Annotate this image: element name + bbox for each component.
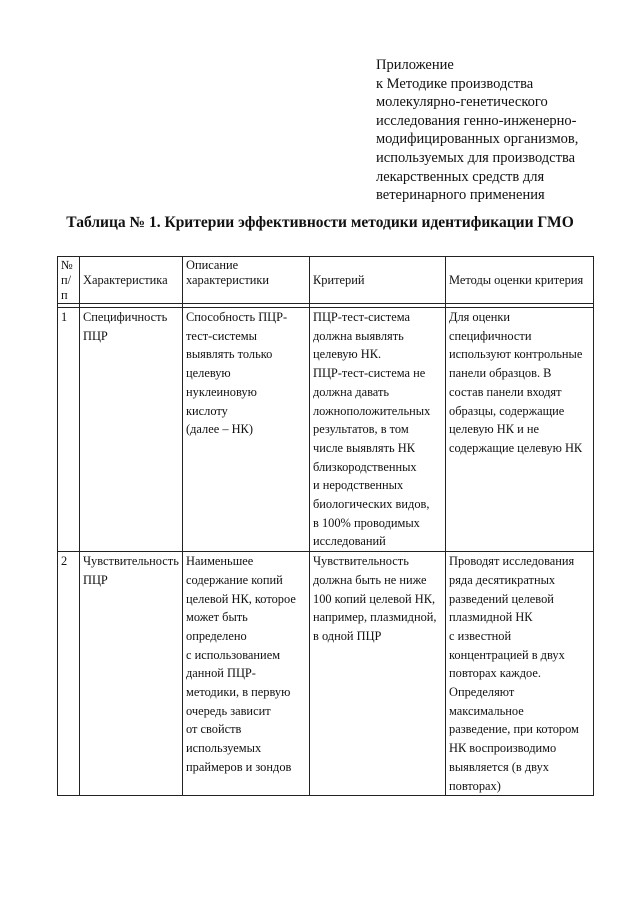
cell-line: Проводят исследования (449, 554, 575, 569)
cell-line: целевую (186, 366, 231, 381)
appendix-caption (376, 56, 616, 205)
cell-line: повторах) (449, 778, 501, 793)
appendix-line: модифицированных организмов, (376, 131, 579, 148)
cell-criterion (310, 308, 446, 552)
cell-line: состав панели входят (449, 384, 562, 399)
table-title: Таблица № 1. Критерии эффективности методики идентификации ГМО (66, 214, 574, 231)
header-number-line: № (61, 258, 73, 272)
cell-line: ПЦР-тест-система (313, 310, 410, 324)
cell-line: 100 копий целевой НК, (313, 591, 436, 606)
cell-line: концентрацией в двух (449, 647, 565, 662)
cell-characteristic (80, 308, 183, 552)
appendix-line: молекулярно-генетического (376, 94, 548, 111)
header-number (58, 257, 80, 304)
header-description-line: характеристики (186, 273, 270, 287)
cell-line: и неродственных (313, 478, 404, 493)
cell-line: целевой НК, которое (186, 591, 296, 606)
cell-line: ряда десятикратных (449, 572, 556, 587)
cell-line: в одной ПЦР (313, 628, 382, 643)
cell-characteristic (80, 552, 183, 796)
appendix-line: Приложение (376, 57, 454, 73)
cell-line: выявляется (в двух (449, 759, 550, 774)
header-description (183, 257, 310, 304)
cell-line: Способность ПЦР- (186, 310, 288, 324)
cell-line: содержание копий (186, 572, 283, 587)
header-characteristic: Характеристика (80, 257, 183, 304)
cell-methods (446, 308, 594, 552)
cell-line: содержащие целевую НК (449, 440, 583, 455)
cell-line: тест-системы (186, 328, 257, 343)
cell-number: 2 (58, 552, 80, 796)
table-header-row (58, 257, 594, 304)
appendix-line: исследования генно-инженерно- (376, 112, 577, 129)
cell-line: используют контрольные (449, 347, 583, 362)
cell-line: плазмидной НК (449, 610, 533, 625)
cell-line: используемых (186, 741, 262, 756)
cell-line: данной ПЦР- (186, 666, 256, 681)
cell-line: образцы, содержащие (449, 403, 565, 418)
appendix-line: к Методике производства (376, 75, 534, 92)
cell-line: повторах каждое. (449, 666, 541, 681)
cell-line: может быть (186, 610, 248, 625)
cell-line: разведение, при котором (449, 722, 579, 737)
cell-line: с использованием (186, 647, 281, 662)
cell-line: ПЦР (83, 328, 108, 343)
cell-line: должна давать (313, 384, 390, 399)
cell-line: целевую НК. (313, 347, 382, 362)
cell-line: выявлять только (186, 347, 273, 362)
cell-line: должна быть не ниже (313, 572, 427, 587)
header-methods: Методы оценки критерия (446, 257, 594, 304)
cell-line: результатов, в том (313, 422, 409, 437)
header-number-line: п/п (61, 273, 72, 302)
cell-description (183, 308, 310, 552)
cell-line: праймеров и зондов (186, 759, 292, 774)
cell-line: методики, в первую (186, 685, 291, 700)
table-row (58, 552, 594, 796)
cell-line: целевую НК и не (449, 422, 539, 437)
cell-line: исследований (313, 534, 386, 549)
cell-line: должна выявлять (313, 328, 404, 343)
table-row (58, 308, 594, 552)
cell-line: от свойств (186, 722, 242, 737)
header-criterion: Критерий (310, 257, 446, 304)
cell-line: разведений целевой (449, 591, 554, 606)
cell-methods (446, 552, 594, 796)
cell-number: 1 (58, 308, 80, 552)
cell-line: (далее – НК) (186, 422, 253, 437)
cell-line: ПЦР (83, 572, 108, 587)
header-description-line: Описание (186, 258, 239, 272)
cell-line: например, плазмидной, (313, 610, 437, 625)
cell-line: числе выявлять НК (313, 440, 415, 455)
cell-description (183, 552, 310, 796)
cell-line: в 100% проводимых (313, 515, 420, 530)
cell-line: Специфичность (83, 310, 168, 324)
cell-line: ложноположительных (313, 403, 431, 418)
cell-line: кислоту (186, 403, 228, 418)
cell-line: панели образцов. В (449, 366, 552, 381)
cell-line: биологических видов, (313, 497, 430, 512)
cell-line: Определяют (449, 685, 515, 700)
cell-line: Наименьшее (186, 554, 254, 569)
cell-line: НК воспроизводимо (449, 741, 557, 756)
cell-criterion (310, 552, 446, 796)
appendix-line: используемых для производства (376, 149, 576, 166)
cell-line: ПЦР-тест-система не (313, 366, 426, 381)
cell-line: Для оценки (449, 310, 511, 324)
cell-line: Чувствительность (313, 554, 409, 569)
cell-line: с известной (449, 628, 512, 643)
cell-line: максимальное (449, 703, 524, 718)
cell-line: очередь зависит (186, 703, 271, 718)
cell-line: определено (186, 628, 247, 643)
cell-line: нуклеиновую (186, 384, 257, 399)
appendix-line: ветеринарного применения (376, 187, 545, 204)
cell-line: Чувствительность (83, 554, 179, 569)
appendix-line: лекарственных средств для (376, 168, 545, 185)
cell-line: близкородственных (313, 459, 417, 474)
criteria-table (57, 256, 594, 796)
cell-line: специфичности (449, 328, 532, 343)
